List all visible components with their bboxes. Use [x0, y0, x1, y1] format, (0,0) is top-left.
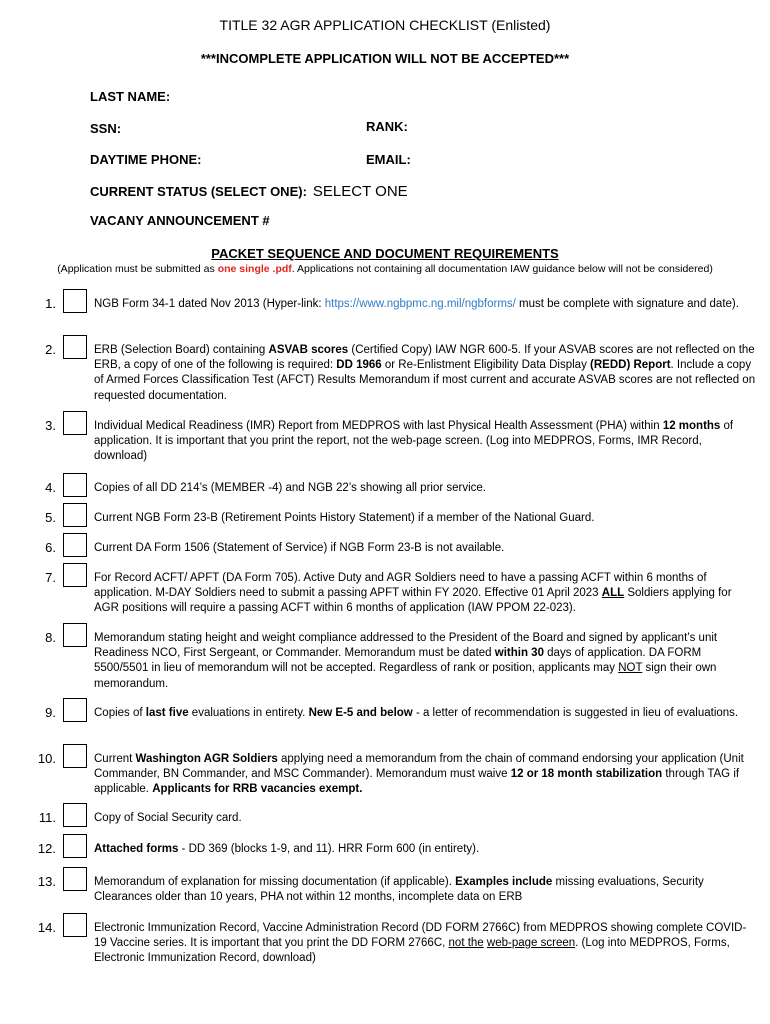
item-text-segment: . (Log into MEDPROS, Forms, Electronic Immunization Record, download) [94, 937, 730, 965]
item-text [94, 297, 758, 312]
item-text-segment: within 30 [494, 647, 544, 660]
item-checkbox[interactable] [63, 411, 87, 435]
last-name-label: LAST NAME: [90, 89, 171, 104]
item-text-segment: of application. It is important that you print the report, not the web-page screen. (Log into MEDPROS, Forms, IMR Record, download) [94, 420, 734, 463]
item-text-segment: Memorandum of explanation for missing documentation (if applicable). [94, 876, 456, 888]
item-text-segment: Current DA Form 1506 (Statement of Service) if NGB Form 23-B is not available. [94, 542, 505, 554]
item-number: 5. [45, 510, 56, 525]
item-text [94, 571, 758, 617]
item-text-segment: days of application. DA FORM 5500/5501 in lieu of memorandum will not be accepted. Regardless of rank or position, applicants may [94, 647, 702, 675]
item-checkbox[interactable] [63, 623, 87, 647]
submission-note-text: (Application must be submitted as [57, 263, 218, 275]
item-checkbox[interactable] [63, 867, 87, 891]
item-text-segment: (Certified Copy) IAW NGR 600-5. If your ASVAB scores are not reflected on the ERB, a copy of one of the following is required: [94, 344, 755, 372]
item-checkbox[interactable] [63, 744, 87, 768]
item-text-segment: - DD 369 (blocks 1-9, and 11). HRR Form 600 (in entirety). [178, 843, 480, 855]
item-text-segment: Applicants for RRB vacancies exempt. [152, 783, 363, 796]
item-text-segment: . Include a copy of Armed Forces Classification Test (AFCT) Results Memorandum if most current and accurate ASVAB scores are not reflected on requested documentation. [94, 359, 756, 402]
item-text [94, 419, 758, 465]
item-checkbox[interactable] [63, 473, 87, 497]
item-number: 7. [45, 570, 56, 585]
submission-note-text-end: . Applications not containing all documentation IAW guidance below will not be considered) [291, 263, 713, 275]
item-text-segment: through TAG if applicable. [94, 768, 740, 796]
single-pdf-highlight: one single .pdf [217, 263, 292, 275]
item-number: 4. [45, 480, 56, 495]
item-checkbox[interactable] [63, 698, 87, 722]
item-number: 10. [37, 751, 56, 766]
item-text-segment: sign their own memorandum. [94, 662, 717, 690]
submission-note [0, 263, 770, 275]
item-text-segment: - a letter of recommendation is suggested in lieu of evaluations. [412, 707, 739, 719]
item-checkbox[interactable] [63, 533, 87, 557]
item-text-segment: last five [145, 707, 189, 719]
item-text-segment: evaluations in entirety. [188, 707, 309, 719]
email-label: EMAIL: [366, 152, 411, 167]
document-title: TITLE 32 AGR APPLICATION CHECKLIST (Enlisted) [219, 17, 551, 33]
item-checkbox[interactable] [63, 563, 87, 587]
current-status-label: CURRENT STATUS (SELECT ONE): [90, 184, 307, 199]
item-text [94, 541, 758, 556]
item-number: 8. [45, 630, 56, 645]
item-number: 6. [45, 540, 56, 555]
item-text-segment: Washington AGR Soldiers [135, 753, 278, 765]
item-checkbox[interactable] [63, 335, 87, 359]
current-status-select[interactable]: SELECT ONE [312, 183, 408, 200]
item-text-segment: (REDD) Report [590, 359, 671, 372]
item-text-segment: Electronic Immunization Record, Vaccine Administration Record (DD FORM 2766C) from MEDPROS showing complete COVID-19 Vaccine series. It is important that you print the DD FORM 2766C, [94, 922, 747, 950]
item-text-segment: Current [94, 753, 136, 765]
item-number: 1. [45, 296, 56, 311]
item-text-segment: Attached forms [94, 843, 179, 855]
item-text-segment: 12 months [662, 420, 721, 432]
item-text-segment: Copies of [94, 707, 146, 719]
item-text-segment: ALL [601, 587, 625, 600]
item-text-segment: Copy of Social Security card. [94, 812, 242, 824]
item-text-segment: Soldiers applying for AGR positions will require a passing ACFT within 6 months of application (IAW PPOM 22-023). [94, 587, 732, 615]
item-text [94, 343, 758, 404]
item-text-segment: Memorandum stating height and weight compliance addressed to the President of the Board and signed by applicant’s unit Readiness NCO, First Sergeant, or Commander. Memorandum must be dated [94, 632, 718, 660]
ngb-forms-link[interactable]: https://www.ngbpmc.ng.mil/ngbforms/ [324, 298, 516, 310]
item-text [94, 511, 758, 526]
vacancy-announcement-label: VACANY ANNOUNCEMENT # [90, 213, 270, 228]
item-text [94, 631, 758, 692]
item-text-segment: or Re-Enlistment Eligibility Data Display [381, 359, 591, 372]
item-text [94, 811, 758, 826]
item-text [94, 481, 758, 496]
item-text [94, 752, 758, 798]
item-text-segment: 12 or 18 month stabilization [510, 768, 663, 781]
item-text [94, 921, 758, 967]
item-number: 11. [38, 810, 56, 825]
item-text-segment: Individual Medical Readiness (IMR) Report from MEDPROS with last Physical Health Assessment (PHA) within [94, 420, 663, 432]
item-number: 14. [37, 920, 56, 935]
item-text-segment: applying need a memorandum from the chain of command endorsing your application (Unit Commander, BN Commander, and MSC Commander). Memorandum must waive [94, 753, 744, 781]
item-checkbox[interactable] [63, 803, 87, 827]
rank-label: RANK: [366, 119, 408, 134]
daytime-phone-label: DAYTIME PHONE: [90, 152, 202, 167]
packet-sequence-heading: PACKET SEQUENCE AND DOCUMENT REQUIREMENTS [211, 246, 559, 261]
item-text-segment: For Record ACFT/ APFT (DA Form 705). Active Duty and AGR Soldiers need to have a passing ACFT within 6 months of application. M-DAY Soldiers need to submit a passing APFT within FY 2020. Effective 01 April 2023 [94, 572, 707, 600]
item-checkbox[interactable] [63, 289, 87, 313]
incomplete-warning: ***INCOMPLETE APPLICATION WILL NOT BE ACCEPTED*** [200, 51, 570, 66]
item-number: 9. [45, 705, 56, 720]
ssn-label: SSN: [90, 121, 122, 136]
item-number: 3. [45, 418, 56, 433]
item-checkbox[interactable] [63, 834, 87, 858]
item-text-segment: not the [448, 937, 484, 950]
item-checkbox[interactable] [63, 503, 87, 527]
item-checkbox[interactable] [63, 913, 87, 937]
item-text-segment: Examples include [455, 876, 553, 888]
item-text-segment: NOT [618, 662, 643, 675]
item-text-segment: web-page screen [486, 937, 576, 950]
item-text-segment: ASVAB scores [268, 344, 349, 356]
item-number: 2. [45, 342, 56, 357]
item-text [94, 706, 758, 721]
item-number: 13. [37, 874, 56, 889]
item-text-segment: NGB Form 34-1 dated Nov 2013 (Hyper-link: [94, 298, 325, 310]
item-text-segment: ERB (Selection Board) containing [94, 344, 269, 356]
item-text-segment: DD 1966 [336, 359, 382, 372]
item-text-segment: missing evaluations, Security Clearances older than 10 years, PHA not within 12 months, incomplete data on ERB [94, 876, 704, 904]
item-text [94, 875, 758, 905]
current-status-field [90, 183, 408, 200]
item-text-segment: Current NGB Form 23-B (Retirement Points History Statement) if a member of the National Guard. [94, 512, 595, 524]
item-number: 12. [37, 841, 56, 856]
item-text-segment: must be complete with signature and date). [515, 298, 739, 310]
item-text-segment: New E-5 and below [308, 707, 413, 719]
item-text [94, 842, 758, 857]
item-text-segment: Copies of all DD 214’s (MEMBER -4) and NGB 22’s showing all prior service. [94, 482, 487, 494]
